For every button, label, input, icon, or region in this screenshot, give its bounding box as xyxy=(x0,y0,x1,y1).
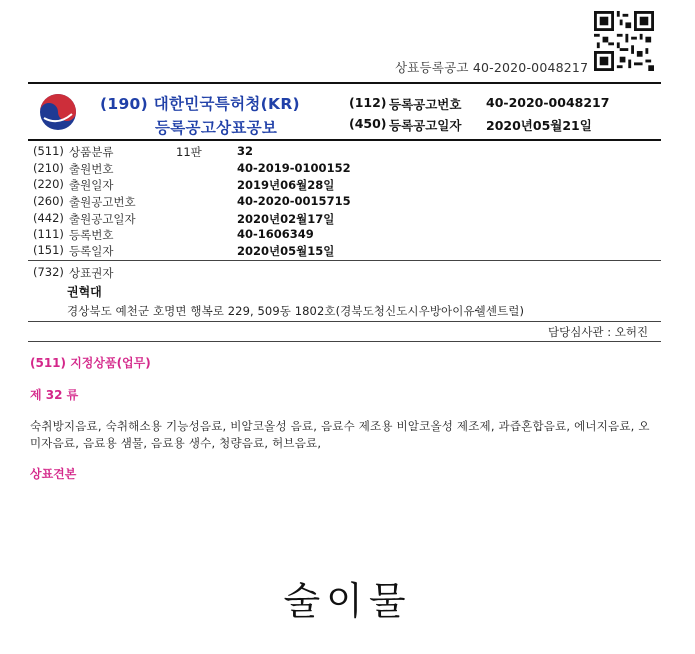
biblio-label: 출원공고번호 xyxy=(69,195,136,209)
biblio-label: 출원번호 xyxy=(69,162,114,176)
biblio-code: (210) xyxy=(33,161,64,175)
owner-code: (732) xyxy=(33,265,64,279)
biblio-label: 출원공고일자 xyxy=(69,212,136,226)
biblio-edition: 11판 xyxy=(176,145,202,159)
biblio-value: 40-2019-0100152 xyxy=(237,161,351,175)
biblio-value: 2019년06월28일 xyxy=(237,178,335,192)
header-top-rule xyxy=(28,82,661,84)
examiner-bottom-rule xyxy=(28,341,661,342)
biblio-code: (220) xyxy=(33,177,64,191)
examiner: 담당심사관 : 오허진 xyxy=(548,325,649,339)
gazette-title: 등록공고상표공보 xyxy=(155,119,278,137)
owner-label: 상표권자 xyxy=(69,266,114,280)
biblio-value: 32 xyxy=(237,144,254,158)
trademark-mark: 술이물 xyxy=(283,579,412,623)
biblio-code: (442) xyxy=(33,211,64,225)
biblio-value: 40-2020-0015715 xyxy=(237,194,351,208)
publication-number: 상표등록공고 40-2020-0048217 xyxy=(395,60,589,75)
reg-pub-number-label: 등록공고번호 xyxy=(389,97,462,112)
trademark-sample-heading: 상표견본 xyxy=(30,467,77,481)
biblio-value: 2020년02월17일 xyxy=(237,212,335,226)
reg-pub-number-value: 40-2020-0048217 xyxy=(486,95,610,110)
reg-pub-date-value: 2020년05월21일 xyxy=(486,118,592,133)
biblio-value: 2020년05월15일 xyxy=(237,244,335,258)
header-bottom-rule xyxy=(28,139,661,141)
owner-bottom-rule xyxy=(28,321,661,322)
reg-pub-number-code: (112) xyxy=(349,95,387,110)
biblio-label: 등록일자 xyxy=(69,244,114,258)
reg-pub-date-label: 등록공고일자 xyxy=(389,118,462,133)
office-name: (190) 대한민국특허청(KR) xyxy=(100,95,300,113)
biblio-code: (111) xyxy=(33,227,64,241)
biblio-code: (151) xyxy=(33,243,64,257)
biblio-bottom-rule xyxy=(28,260,661,261)
biblio-label: 등록번호 xyxy=(69,228,114,242)
reg-pub-date-code: (450) xyxy=(349,116,387,131)
owner-address: 경상북도 예천군 호명면 행복로 229, 509동 1802호(경북도청신도시우방아이유쉘센트럴) xyxy=(67,304,525,318)
designated-goods-text: 숙취방지음료, 숙취해소용 기능성음료, 비알코올성 음료, 음료수 제조용 비알코올성 제조제, 과즙혼합음료, 에너지음료, 오미자음료, 음료용 샘물, 음료용 생수, 청량음료, 허브음료, xyxy=(30,419,650,450)
class-heading: 제 32 류 xyxy=(30,388,79,402)
qr-code xyxy=(594,11,654,71)
biblio-value: 40-1606349 xyxy=(237,227,314,241)
biblio-label: 출원일자 xyxy=(69,178,114,192)
designated-goods-heading: (511) 지정상품(업무) xyxy=(30,356,151,370)
kipo-logo-icon xyxy=(38,92,78,132)
biblio-code: (260) xyxy=(33,194,64,208)
owner-name: 권혁대 xyxy=(67,285,102,299)
biblio-code: (511) xyxy=(33,144,64,158)
biblio-label: 상품분류 xyxy=(69,145,114,159)
